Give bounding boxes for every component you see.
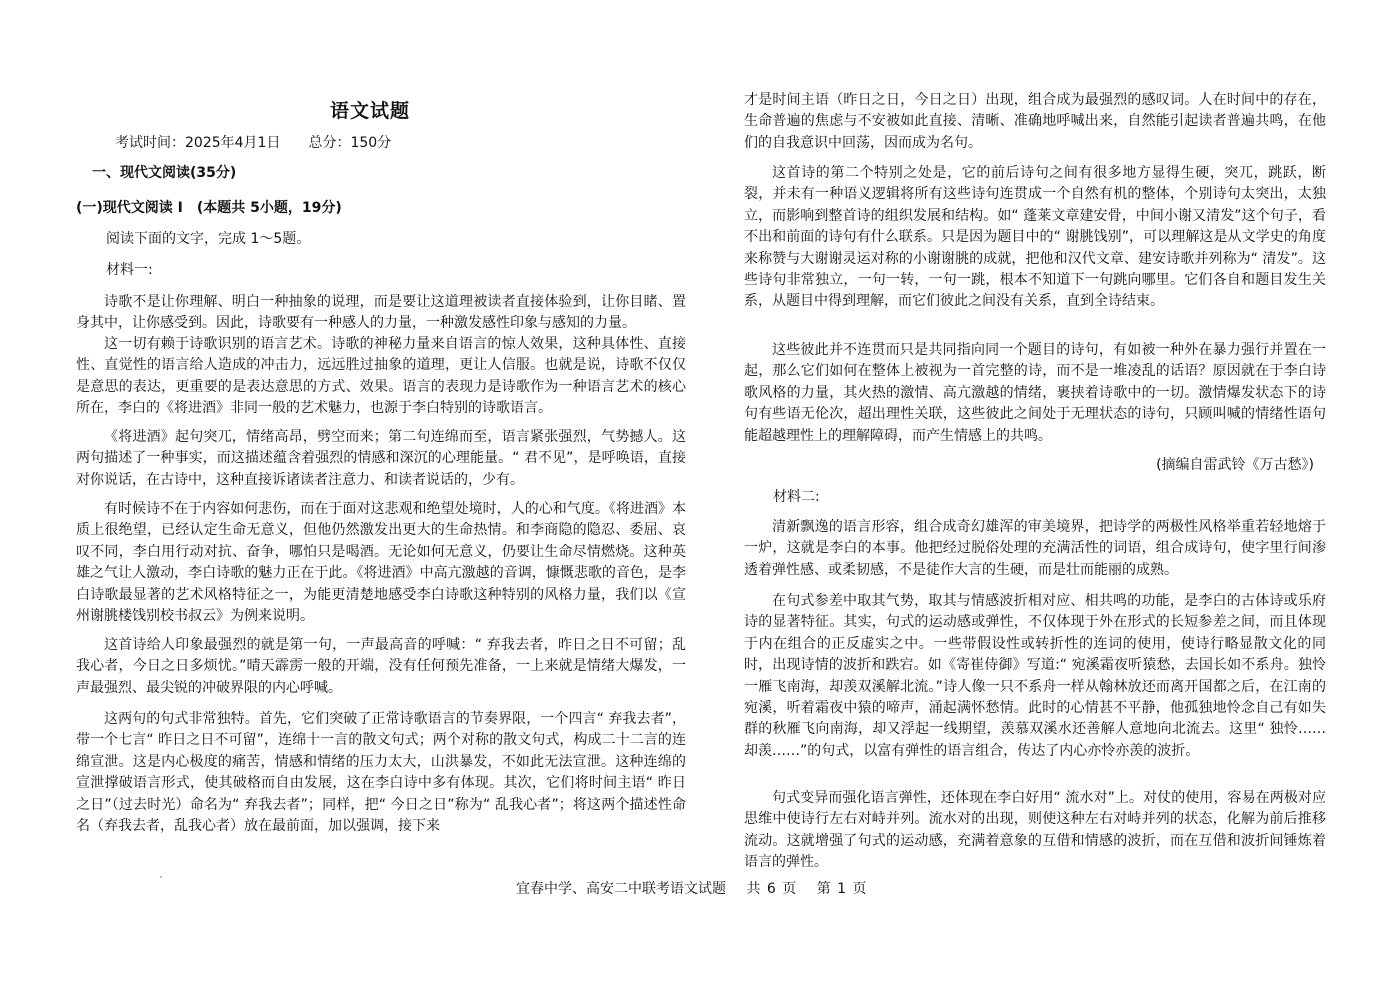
left-paragraph-1: 诗歌不是让你理解、明白一种抽象的说理，而是要让这道理被读者直接体验到，让你目睹、置身其中，让你感受到。因此，诗歌要有一种感人的力量，一种激发感性印象与感知的力量。 (76, 294, 686, 332)
footer-total-pages: 共 6 页 (746, 881, 797, 897)
left-paragraph-5: 这首诗给人印象最强烈的就是第一句，一声最高音的呼喊：“ 弃我去者，昨日之日不可留；乱我心者，今日之日多烦忧。”晴天霹雳一般的开端，没有任何预先准备，一上来就是情绪大爆发，一声最强烈、最尖锐的冲破界限的内心呼喊。 (76, 637, 686, 696)
page-footer (516, 879, 881, 900)
material-2-label: 材料二: (773, 489, 820, 505)
instruction: 阅读下面的文字，完成 1～5题。 (106, 231, 311, 247)
right-paragraph-3: 这些彼此并不连贯而只是共同指向同一个题目的诗句，有如被一种外在暴力强行并置在一起，那么它们如何在整体上被视为一首完整的诗，而不是一堆凌乱的话语？原因就在于李白诗歌风格的力量，其火热的激情、高亢激越的情绪，裹挟着诗歌中的一切。激情爆发状态下的诗句有些语无伦次，超出理性关联，这些彼此之间处于无理状态的诗句，只顾叫喊的情绪性语句能超越理性上的理解障碍，而产生情感上的共鸣。 (744, 342, 1326, 444)
right-paragraph-5: 在句式参差中取其气势，取其与情感波折相对应、相共鸣的功能，是李白的古体诗或乐府诗的显著特征。其实，句式的运动感或弹性，不仅体现于外在形式的长短参差之间，而且体现于内在组合的正反虚实之中。一些带假设性或转折性的连词的使用，使诗行略显散文化的同时，出现诗情的波折和跌宕。如《寄崔侍御》写道:“ 宛溪霜夜听猿愁，去国长如不系舟。独怜一雁飞南海，却羡双溪解北流。”诗人像一只不系舟一样从翰林放还而离开国都之后，在江南的宛溪，听着霜夜中猿的啼声，涌起满怀愁情。此时的心情甚不平静，他孤独地怜念自己有如失群的秋雁飞向南海，却又浮起一线期望，羡慕双溪水还善解人意地向北流去。这里“ 独怜……却羡……”的句式，以富有弹性的语言组合，传达了内心亦怜亦羡的波折。 (744, 593, 1326, 759)
left-paragraph-4: 有时候诗不在于内容如何悲伤，而在于面对这悲观和绝望处境时，人的心和气度。《将进酒》本质上很绝望，已经认定生命无意义，但他仍然激发出更大的生命热情。和李商隐的隐忍、委屈、哀叹不同，李白用行动对抗、奋争，哪怕只是喝酒。无论如何无意义，仍要让生命尽情燃烧。这种英雄之气让人激动，李白诗歌的魅力正在于此。《将进酒》中高亢激越的音调，慷慨悲歌的音色，是李白诗歌最显著的艺术风格特征之一，为能更清楚地感受李白诗歌这种特别的风格力量，我们以《宣州谢朓楼饯别校书叔云》为例来说明。 (76, 501, 686, 625)
footer-school: 宜春中学、高安二中联考语文试题 (516, 881, 726, 897)
right-paragraph-2: 这首诗的第二个特别之处是，它的前后诗句之间有很多地方显得生硬，突兀，跳跃，断裂，并未有一种语义逻辑将所有这些诗句连贯成一个自然有机的整体，个别诗句太突出，太独立，而影响到整首诗的组织发展和结构。如“ 蓬莱文章建安骨，中间小谢又清发”这个句子，看不出和前面的诗句有什么联系。只是因为题目中的“ 谢朓饯别”，可以理解这是从文学史的角度来称赞与大谢谢灵运对称的小谢谢朓的成就，把他和汉代文章、建安诗歌并列称为“ 清发”。这些诗句非常独立，一句一转，一句一跳，根本不知道下一句跳向哪里。它们各自和题目发生关系，从题目中得到理解，而它们彼此之间没有关系，直到全诗结束。 (744, 165, 1326, 310)
sub-heading: (一)现代文阅读 Ⅰ (本题共 5小题，19分) (76, 200, 342, 216)
left-paragraph-3: 《将进酒》起句突兀，情绪高昂，劈空而来；第二句连绵而至，语言紧张强烈，气势撼人。这两句描述了一种事实，而这描述蕴含着强烈的情感和深沉的心理能量。“ 君不见”，是呼唤语，直接对你说话，在古诗中，这种直接诉诸读者注意力、和读者说话的，少有。 (76, 429, 686, 488)
exam-info: 考试时间：2025年4月1日 总分：150分 (115, 135, 392, 151)
footer-page-number: 第 1 页 (816, 881, 867, 897)
right-paragraph-6: 句式变异而强化语言弹性，还体现在李白好用“ 流水对”上。对仗的使用，容易在两极对应思维中使诗行左右对峙并列。流水对的出现，则使这种左右对峙并列的状态，化解为前后推移流动。这就增强了句式的运动感，充满着意象的互借和情感的波折，而在互借和波折间锤炼着语言的弹性。 (744, 790, 1326, 871)
section-heading-text: 一、现代文阅读(35分) (92, 165, 237, 181)
left-paragraph-2: 这一切有赖于诗歌识别的语言艺术。诗歌的神秘力量来自语言的惊人效果，这种具体性、直接性、直觉性的语言给人造成的冲击力，远远胜过抽象的道理，更让人信服。也就是说，诗歌不仅仅是意思的表达，更重要的是表达意思的方式、效果。语言的表现力是诗歌作为一种语言艺术的核心所在，李白的《将进酒》非同一般的艺术魅力，也源于李白特别的诗歌语言。 (76, 336, 686, 417)
left-paragraph-6: 这两句的句式非常独特。首先，它们突破了正常诗歌语言的节奏界限，一个四言“ 弃我去者”，带一个七言“ 昨日之日不可留”，连绵十一言的散文句式；两个对称的散文句式，构成二十二言的连绵宣泄。这是内心极度的痛苦，情感和情绪的压力太大，山洪暴发，不如此无法宣泄。这种连绵的宣泄撑破语言形式，使其破格而自由发展，这在李白诗中多有体现。其次，它们将时间主语“ 昨日之日”（过去时光）命名为“ 弃我去者”；同样，把“ 今日之日”称为“ 乱我心者”；将这两个描述性命名（弃我去者，乱我心者）放在最前面，加以强调，接下来 (76, 711, 686, 835)
right-paragraph-1: 才是时间主语（昨日之日，今日之日）出现，组合成为最强烈的感叹词。人在时间中的存在，生命普遍的焦虑与不安被如此直接、清晰、准确地呼喊出来，自然能引起读者普遍共鸣，在他们的自我意识中回荡，因而成为名句。 (744, 92, 1326, 151)
page-title: 语文试题 (330, 100, 411, 122)
source-citation: (摘编自雷武铃《万古愁》) (1156, 457, 1314, 473)
section-heading (92, 163, 236, 184)
scan-dot (160, 876, 162, 878)
material-1-label: 材料一: (106, 262, 153, 278)
right-paragraph-4: 清新飘逸的语言形容，组合成奇幻雄浑的审美境界，把诗学的两极性风格举重若轻地熔于一炉，这就是李白的本事。他把经过脱俗处理的充满活性的词语，组合成诗句，使字里行间渗透着弹性感、或柔韧感，不是徒作大言的生硬，而是壮而能丽的成熟。 (744, 519, 1326, 578)
